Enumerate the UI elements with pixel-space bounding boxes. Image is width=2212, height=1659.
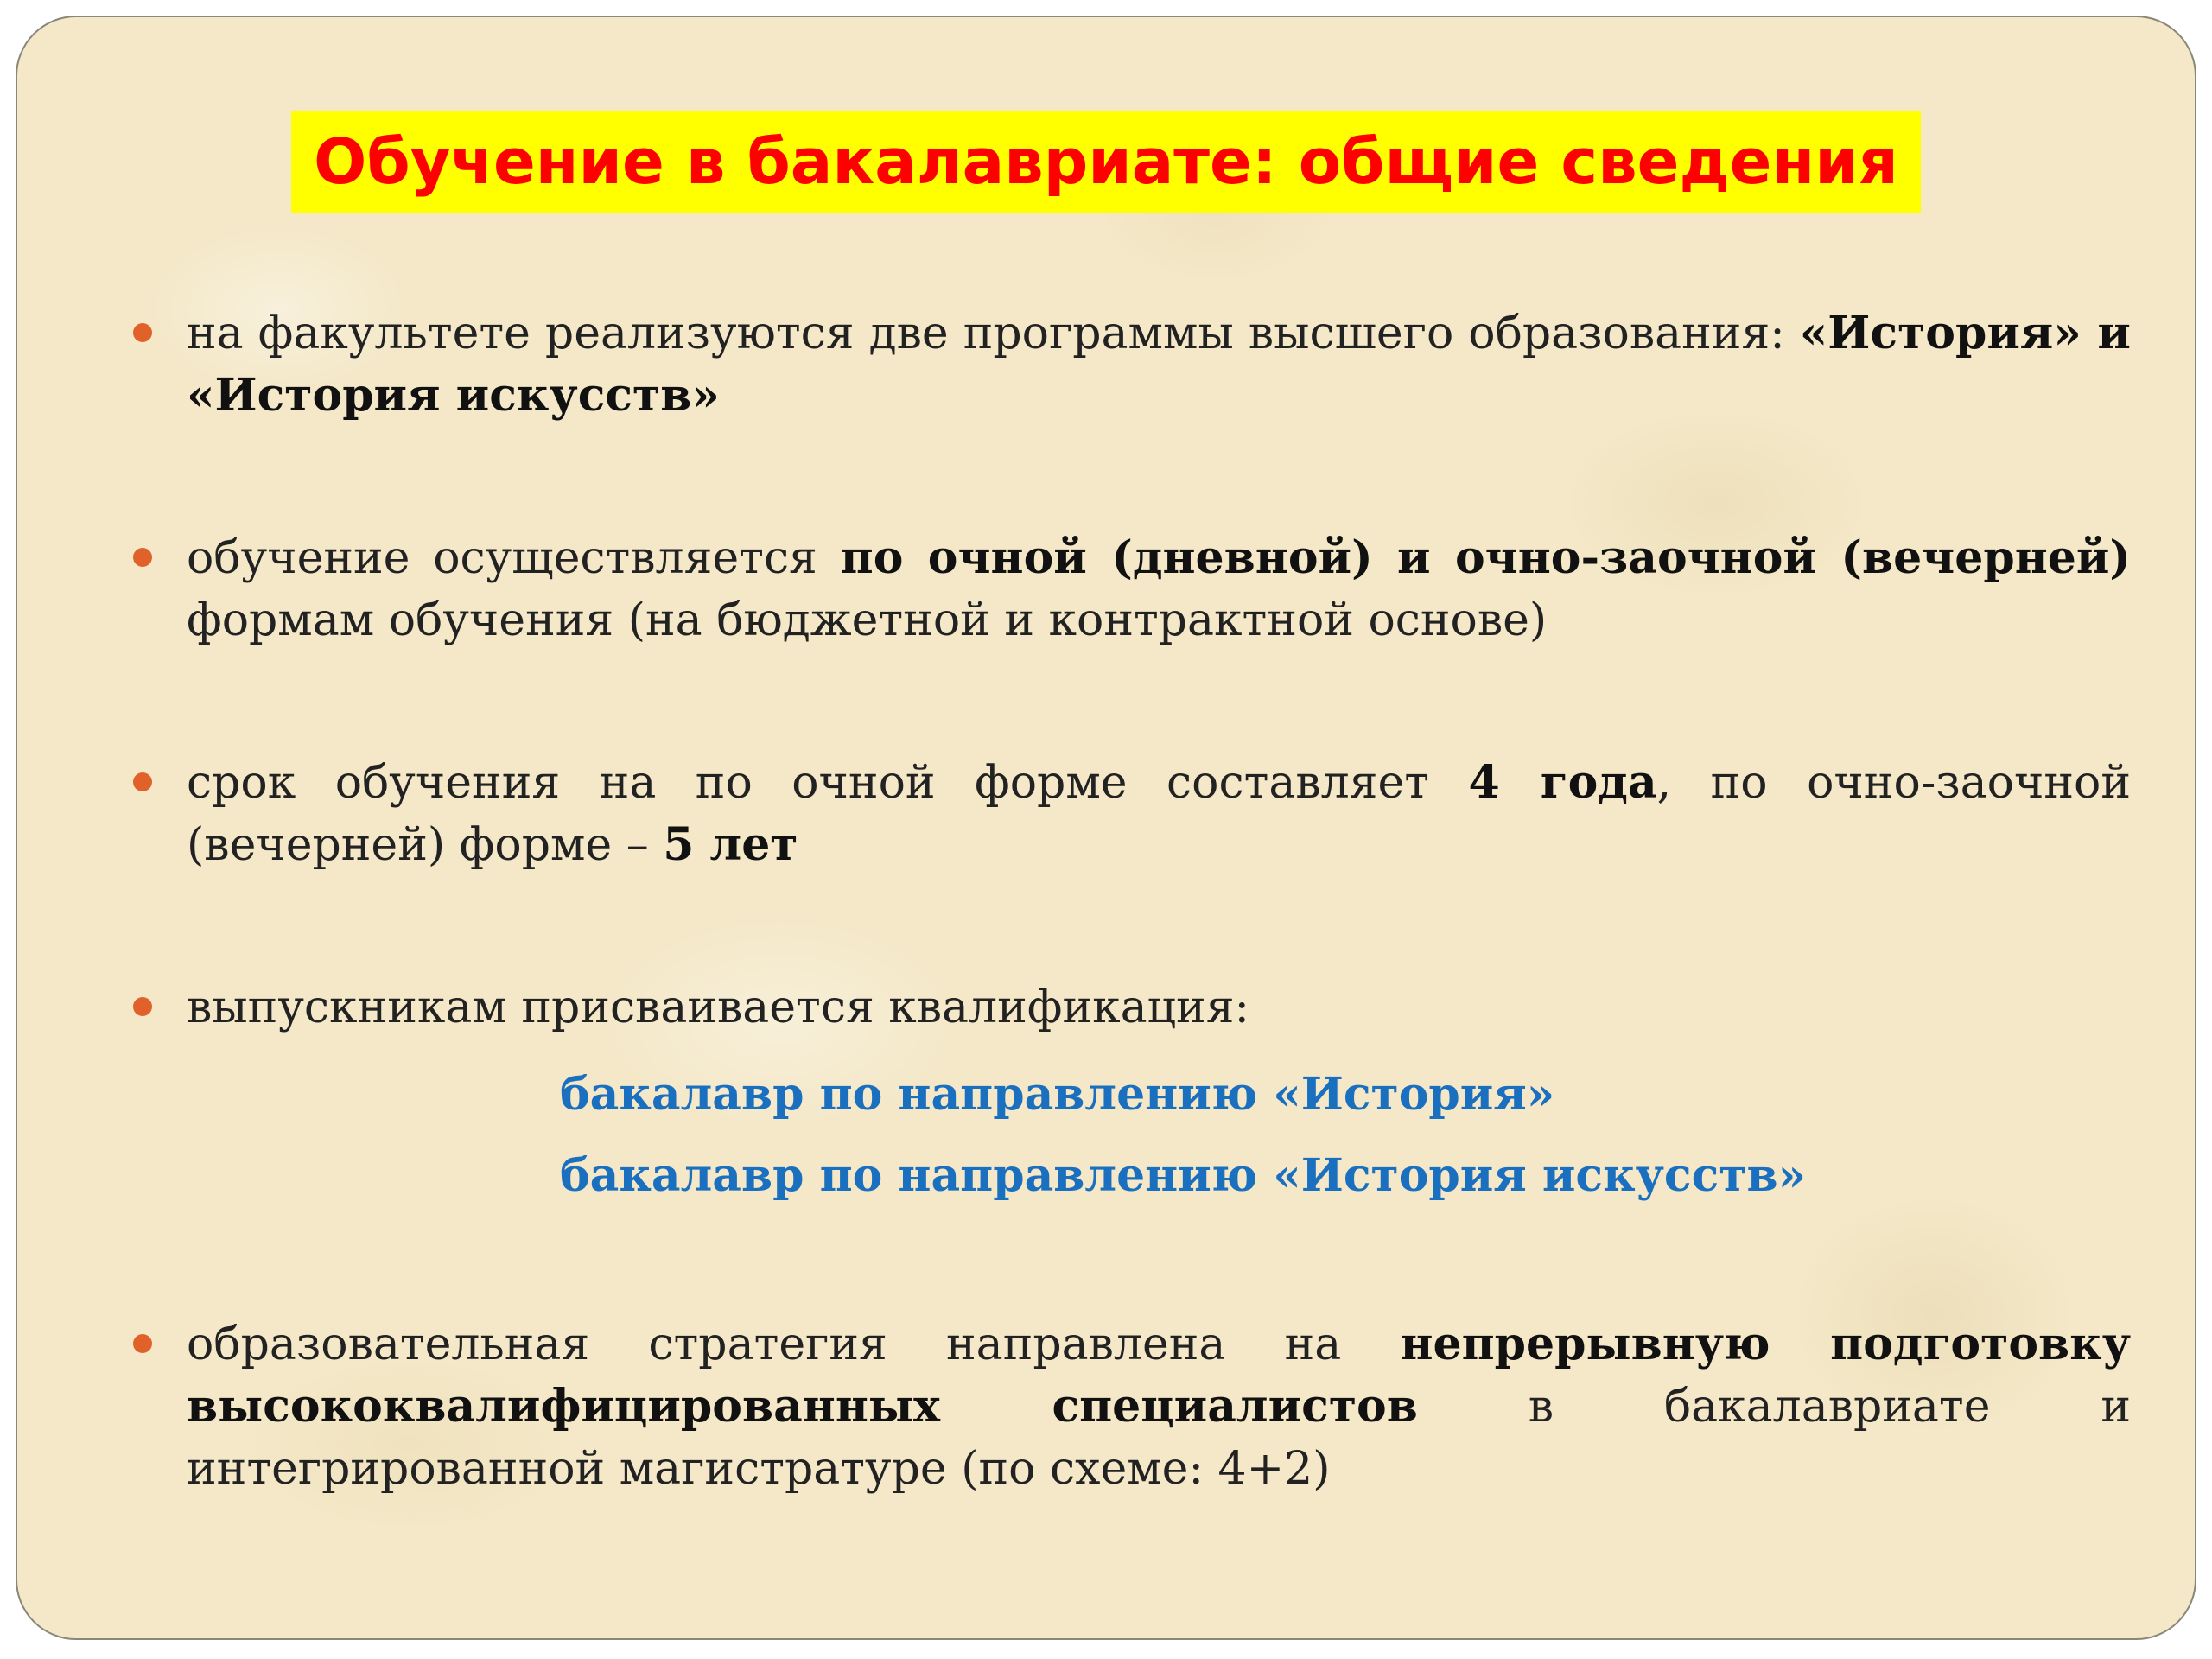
- bullet-icon: [133, 548, 152, 567]
- item-text: выпускникам присваивается квалификация:: [187, 982, 1250, 1033]
- qualification-history: бакалавр по направлению «История»: [560, 1068, 1555, 1121]
- bullet-icon: [133, 997, 152, 1016]
- item-text: , по очно-заочной (вечерней) форме –: [187, 757, 2131, 871]
- item-text: формам обучения (на бюджетной и контрактной основе): [187, 594, 1548, 646]
- bullet-list: [187, 302, 2131, 1500]
- bullet-item-strategy: [187, 1313, 2131, 1500]
- bullet-icon: [133, 323, 152, 342]
- item-text-bold: непрерывную подготовку высококвалифицированных специалистов: [187, 1318, 2131, 1433]
- bullet-item-programs: [187, 302, 2131, 427]
- bullet-icon: [133, 772, 152, 791]
- item-text: в бакалавриате и интегрированной магистратуре (по схеме: 4+2): [187, 1381, 2131, 1495]
- bullet-item-study-forms: [187, 527, 2131, 652]
- bullet-icon: [133, 1334, 152, 1353]
- title-container: [17, 111, 2195, 213]
- slide-title: Обучение в бакалавриате: общие сведения: [291, 111, 1921, 213]
- item-text-bold: по очной (дневной) и очно-заочной (вечерней): [840, 531, 2132, 584]
- qualification-art-history: бакалавр по направлению «История искусств»: [560, 1149, 1807, 1202]
- item-text-bold: «История» и «История искусств»: [187, 307, 2132, 422]
- item-text-bold: 5 лет: [663, 818, 798, 871]
- slide: [16, 16, 2196, 1640]
- bullet-item-qualification: [187, 976, 2131, 1039]
- bullet-item-duration: [187, 752, 2131, 876]
- item-text: обучение осуществляется: [187, 532, 841, 584]
- qualification-list: [187, 1054, 2131, 1217]
- item-text: на факультете реализуются две программы высшего образования:: [187, 308, 1800, 359]
- item-text: срок обучения на по очной форме составляет: [187, 757, 1469, 809]
- item-text: образовательная стратегия направлена на: [187, 1319, 1401, 1370]
- item-text-bold: 4 года: [1468, 756, 1657, 809]
